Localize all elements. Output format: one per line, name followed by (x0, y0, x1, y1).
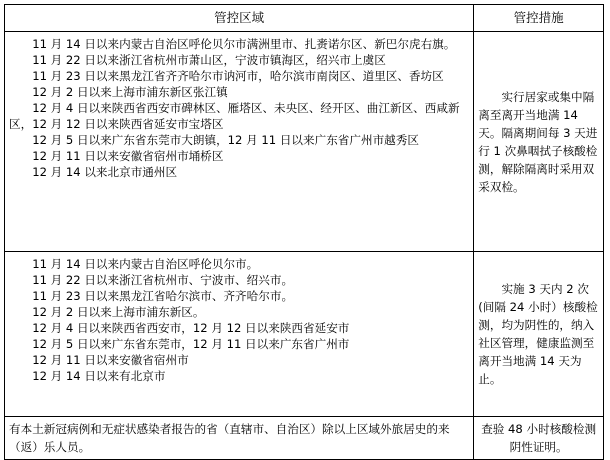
table-row (5, 417, 604, 460)
area-cell-high-risk (5, 32, 474, 252)
area-line: 11 月 23 日以来黑龙江省齐齐哈尔市讷河市，哈尔滨市南岗区、道里区、香坊区 (32, 69, 444, 83)
header-control-area: 管控区域 (5, 5, 474, 32)
table-header-row (5, 5, 604, 32)
measure-cell-quarantine: 实行居家或集中隔离至离开当地满 14 天。隔离期间每 3 天进行 1 次鼻咽拭子核酸检测，解除隔离时采用双采双检。 (474, 32, 604, 252)
area-line: 12 月 14 日以来有北京市 (32, 369, 166, 383)
control-measures-table (4, 4, 604, 460)
area-line: 11 月 14 日以来内蒙古自治区呼伦贝尔市。 (32, 257, 259, 271)
area-line: 12 月 4 日以来陕西省西安市碑林区、雁塔区、未央区、经开区、曲江新区、西咸新区，12 月 12 日以来陕西省延安市宝塔区 (9, 101, 460, 131)
area-line: 12 月 5 日以来广东省东莞市大朗镇，12 月 11 日以来广东省广州市越秀区 (32, 133, 419, 147)
area-cell-city-level (5, 252, 474, 417)
area-line: 12 月 14 以来北京市通州区 (32, 165, 178, 179)
area-line: 11 月 23 日以来黑龙江省哈尔滨市、齐齐哈尔市。 (32, 289, 294, 303)
table-row (5, 32, 604, 252)
area-line: 12 月 11 日以来安徽省宿州市埇桥区 (32, 149, 224, 163)
area-cell-other-provinces: 有本土新冠病例和无症状感染者报告的省（直辖市、自治区）除以上区域外旅居史的来（返）乐人员。 (5, 417, 474, 460)
area-line: 11 月 22 日以来浙江省杭州市、宁波市、绍兴市。 (32, 273, 294, 287)
area-line: 11 月 22 日以来浙江省杭州市萧山区，宁波市镇海区，绍兴市上虞区 (32, 53, 386, 67)
table-row (5, 252, 604, 417)
measure-cell-testing: 实施 3 天内 2 次(间隔 24 小时）核酸检测，均为阴性的，纳入社区管理，健康监测至离开当地满 14 天为止。 (474, 252, 604, 417)
area-line: 12 月 4 日以来陕西省西安市，12 月 12 日以来陕西省延安市 (32, 321, 350, 335)
area-line: 12 月 2 日以来上海市浦东新区张江镇 (32, 85, 228, 99)
area-line: 11 月 14 日以来内蒙古自治区呼伦贝尔市满洲里市、扎赉诺尔区、新巴尔虎右旗。 (32, 37, 456, 51)
measure-cell-check-certificate: 查验 48 小时核酸检测阴性证明。 (474, 417, 604, 460)
area-line: 12 月 5 日以来广东省东莞市，12 月 11 日以来广东省广州市 (32, 337, 350, 351)
area-line: 12 月 2 日以来上海市浦东新区。 (32, 305, 205, 319)
area-line: 12 月 11 日以来安徽省宿州市 (32, 353, 189, 367)
header-control-measure: 管控措施 (474, 5, 604, 32)
